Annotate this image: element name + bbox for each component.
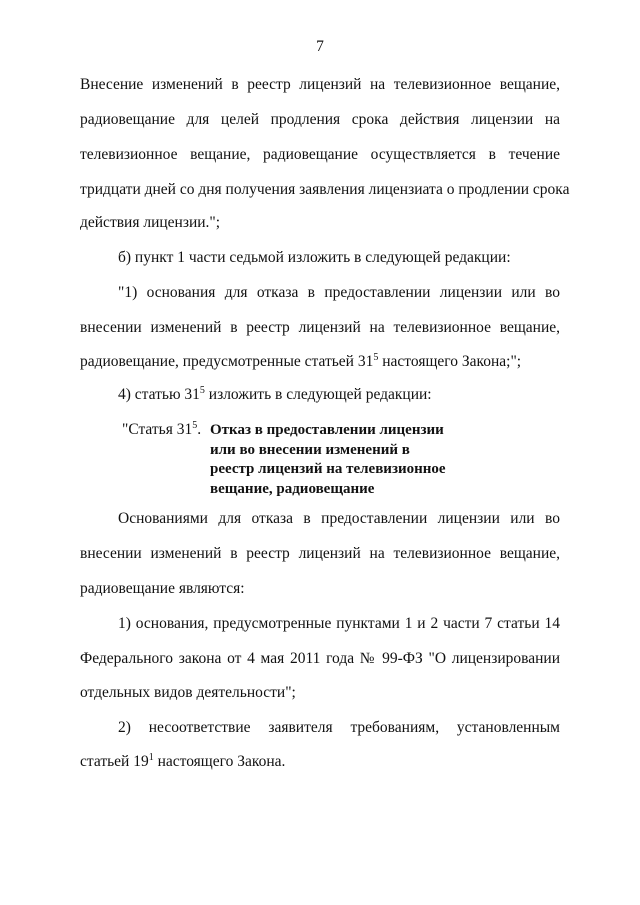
paragraph-line: "1) основания для отказа в предоставлении лицензии или во [118, 284, 560, 301]
superscript: 5 [199, 384, 205, 396]
paragraph-line: радиовещание, предусмотренные статьей $31^5$ настоящего Закона;"; [80, 351, 522, 370]
paragraph-line: Основаниями для отказа в предоставлении лицензии или во [118, 510, 560, 527]
superscript: 5 [192, 419, 198, 431]
paragraph-line: отдельных видов деятельности"; [80, 684, 296, 701]
article-title-line: вещание, радиовещание [210, 480, 375, 497]
paragraph-line: телевизионное вещание, радиовещание осуществляется в течение [80, 146, 560, 163]
article-title-line: реестр лицензий на телевизионное [210, 461, 446, 477]
article-title [210, 421, 446, 499]
paragraph-line: 2) несоответствие заявителя требованиям, установленным [118, 719, 560, 736]
paragraph-line: действия лицензии."; [80, 214, 221, 231]
paragraph-line: радиовещание для целей продления срока действия лицензии на [80, 111, 560, 128]
paragraph-line: тридцати дней со дня получения заявления лицензиата о продлении срока [80, 181, 570, 198]
superscript: 1 [148, 751, 154, 763]
superscript: 5 [373, 351, 379, 363]
paragraph-line: 1) основания, предусмотренные пунктами 1 и 2 части 7 статьи 14 [118, 615, 560, 632]
article-title-line: или во внесении изменений в [210, 441, 410, 458]
paragraph-line: радиовещание являются: [80, 580, 245, 597]
article-title-line: Отказ в предоставлении лицензии [210, 422, 444, 438]
article-label: "Статья $31^5$. [122, 419, 202, 438]
paragraph-line: Федерального закона от 4 мая 2011 года № 99-ФЗ "О лицензировании [80, 650, 560, 667]
page-number: 7 [316, 38, 324, 55]
paragraph-line: б) пункт 1 части седьмой изложить в следующей редакции: [118, 249, 511, 266]
paragraph-line: внесении изменений в реестр лицензий на телевизионное вещание, [80, 319, 560, 336]
paragraph-line: статьей $19^1$ настоящего Закона. [80, 751, 286, 770]
paragraph-line: Внесение изменений в реестр лицензий на телевизионное вещание, [80, 76, 560, 93]
paragraph-line: 4) статью $31^5$ изложить в следующей редакции: [118, 384, 432, 403]
paragraph-line: внесении изменений в реестр лицензий на телевизионное вещание, [80, 545, 560, 562]
